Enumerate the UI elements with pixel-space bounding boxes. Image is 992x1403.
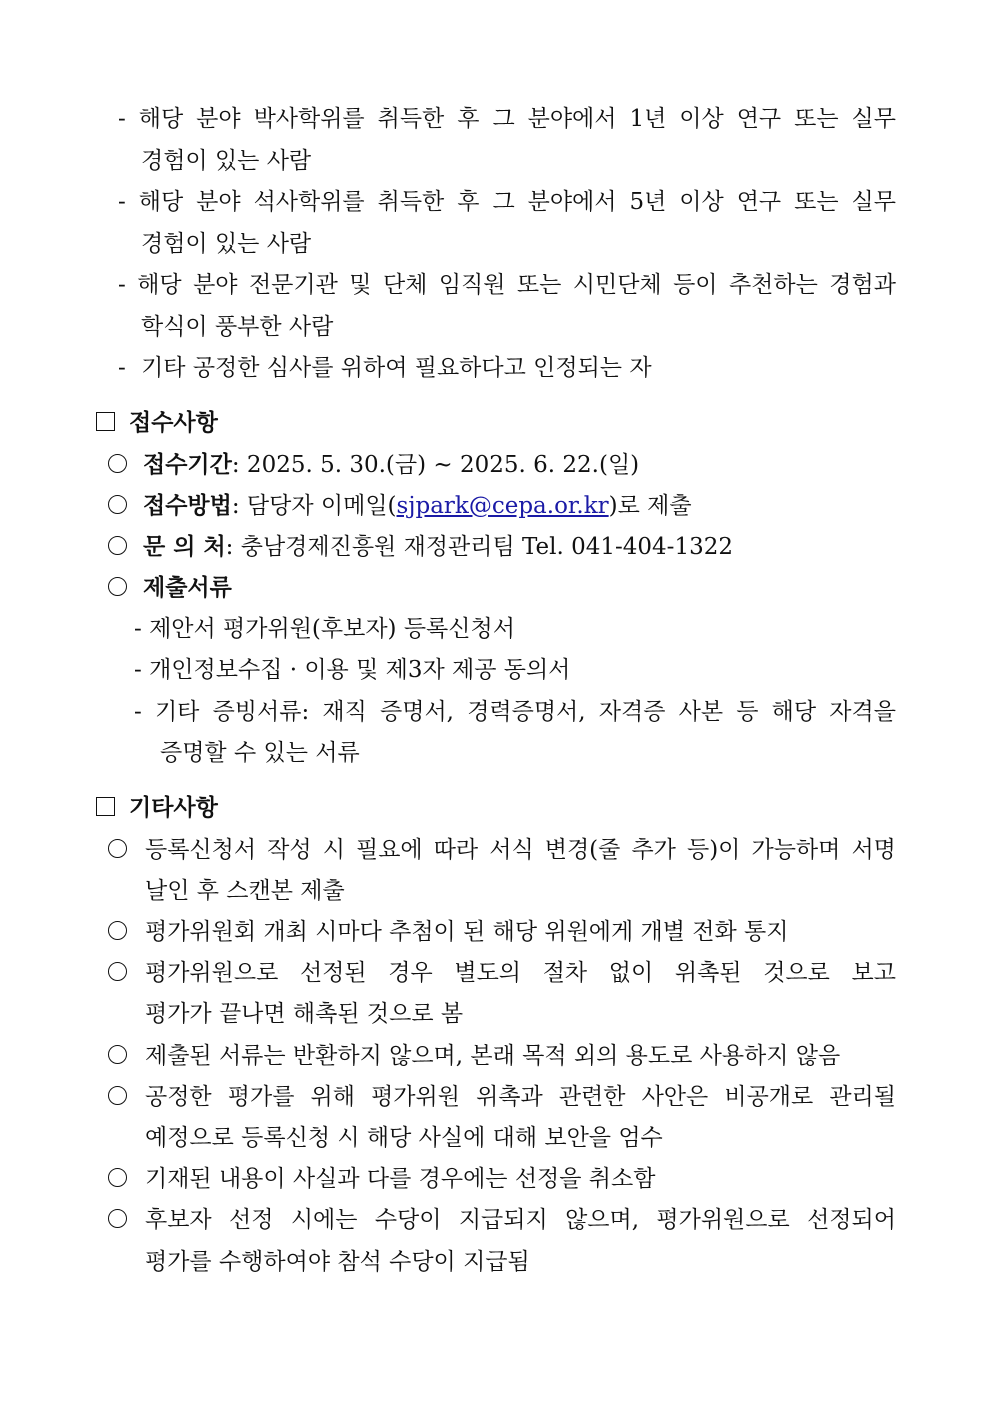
circle-bullet-icon: [108, 1086, 127, 1105]
word: 박사학위를: [253, 106, 365, 132]
word: 분야: [193, 272, 238, 298]
word: 않으며,: [565, 1207, 640, 1233]
word: 비공개로: [724, 1084, 814, 1110]
word: 후: [457, 189, 480, 215]
etc-item-5-line2: 예정으로 등록신청 시 해당 사실에 대해 보안을 엄수: [145, 1125, 663, 1151]
period-value: : 2025. 5. 30.(금) ~ 2025. 6. 22.(일): [231, 452, 640, 478]
word: 분야: [196, 189, 241, 215]
word: -: [134, 699, 142, 725]
inquiry-value: : 충남경제진흥원 재정관리팀 Tel. 041-404-1322: [225, 534, 733, 560]
etc-item-7-line1: [145, 1205, 896, 1235]
docs-item-3-line1: [134, 697, 896, 727]
circle-bullet-icon: [108, 1209, 127, 1228]
method-label: 접수방법: [143, 493, 232, 519]
etc-item-5-line1: [145, 1082, 896, 1112]
qualification-4-text-rest: 기타 공정한 심사를 위하여 필요하다고 인정되는 자: [141, 355, 652, 381]
qualification-4-text: -: [118, 355, 126, 381]
word: 및: [349, 272, 372, 298]
word: 수당이: [374, 1207, 442, 1233]
word: 실무: [851, 189, 896, 215]
word: 증빙서류:: [212, 699, 310, 725]
circle-bullet-icon: [108, 495, 127, 514]
word: 분야에서: [527, 189, 617, 215]
word: 별도의: [454, 960, 522, 986]
word: 경험과: [829, 272, 896, 298]
word: 또는: [794, 189, 839, 215]
word: 절차: [542, 960, 588, 986]
word: 자격을: [829, 699, 896, 725]
word: 해당: [138, 189, 184, 215]
word: 등)이: [686, 837, 741, 863]
contact-email-link[interactable]: sjpark@cepa.or.kr: [396, 493, 609, 519]
word: 선정되어: [807, 1207, 896, 1233]
word: 위촉과: [476, 1084, 543, 1110]
word: 추천하는: [728, 272, 818, 298]
etc-item-3-line1: [145, 958, 896, 988]
circle-bullet-icon: [108, 1168, 127, 1187]
word: 시: [322, 837, 345, 863]
etc-title-text: 기타사항: [129, 795, 218, 821]
etc-item-3-line2: 평가가 끝나면 해촉된 것으로 봄: [145, 1001, 464, 1027]
word: 등: [736, 699, 759, 725]
word: 추가: [631, 837, 676, 863]
word: 기타: [154, 699, 200, 725]
word: 따라: [433, 837, 479, 863]
word: 그: [492, 106, 515, 132]
word: 재직: [322, 699, 367, 725]
etc-item-1-bullet: [108, 835, 143, 865]
word: 공정한: [145, 1084, 212, 1110]
word: 사안은: [641, 1084, 709, 1110]
word: 평가를: [227, 1084, 295, 1110]
word: 사본: [678, 699, 724, 725]
word: 관련한: [558, 1084, 626, 1110]
circle-bullet-icon: [108, 1045, 127, 1064]
word: 또는: [794, 106, 839, 132]
word: 평가위원으로: [145, 960, 279, 986]
etc-section-title: [96, 793, 218, 823]
etc-item-6-bullet: [108, 1164, 143, 1194]
inquiry-label: 문 의 처: [143, 534, 226, 560]
reception-period: [108, 450, 639, 480]
etc-item-2-bullet: [108, 917, 143, 947]
word: 위해: [310, 1084, 355, 1110]
docs-item-2: - 개인정보수집 · 이용 및 제3자 제공 동의서: [134, 657, 571, 683]
circle-bullet-icon: [108, 454, 127, 473]
qualification-4-line1: [118, 353, 652, 383]
word: 실무: [851, 106, 896, 132]
etc-item-4-line1: 제출된 서류는 반환하지 않으며, 본래 목적 외의 용도로 사용하지 않음: [145, 1043, 841, 1069]
etc-item-4-bullet: [108, 1041, 143, 1071]
docs-label: 제출서류: [143, 575, 232, 601]
etc-item-5-bullet: [108, 1082, 143, 1112]
word: 연구: [736, 106, 782, 132]
word: -: [118, 272, 126, 298]
word: 1년: [629, 106, 667, 132]
word: 평가위원: [371, 1084, 460, 1110]
word: 연구: [736, 189, 782, 215]
reception-docs: [108, 573, 232, 603]
word: 분야에서: [527, 106, 617, 132]
checkbox-square-icon: [96, 412, 115, 431]
word: 5년: [629, 189, 667, 215]
circle-bullet-icon: [108, 839, 127, 858]
word: 취득한: [377, 189, 445, 215]
word: 것으로: [763, 960, 830, 986]
reception-inquiry: [108, 532, 733, 562]
etc-item-2-line1: 평가위원회 개최 시마다 추첨이 된 해당 위원에게 개별 전화 통지: [145, 919, 789, 945]
reception-method: [108, 491, 692, 521]
word: -: [118, 106, 126, 132]
word: 서명: [851, 837, 896, 863]
docs-item-3-line2: 증명할 수 있는 서류: [160, 740, 360, 766]
qualification-2-line1: [118, 187, 896, 217]
word: 등록신청서: [145, 837, 257, 863]
word: 또는: [516, 272, 562, 298]
method-prefix: : 담당자 이메일(: [231, 493, 397, 519]
circle-bullet-icon: [108, 921, 127, 940]
etc-item-7-bullet: [108, 1205, 143, 1235]
qualification-3-line2: 학식이 풍부한 사람: [141, 314, 334, 340]
reception-title-text: 접수사항: [129, 410, 218, 436]
word: 이상: [679, 189, 724, 215]
word: 단체: [382, 272, 428, 298]
qualification-1-line1: [118, 104, 896, 134]
word: 등이: [673, 272, 718, 298]
word: 없이: [608, 960, 654, 986]
reception-section-title: [96, 408, 218, 438]
etc-item-6-line1: 기재된 내용이 사실과 다를 경우에는 선정을 취소함: [145, 1166, 656, 1192]
word: 시민단체: [572, 272, 662, 298]
word: 석사학위를: [253, 189, 365, 215]
word: 경력증명서,: [467, 699, 586, 725]
circle-bullet-icon: [108, 536, 127, 555]
word: 분야: [196, 106, 241, 132]
word: 경우: [388, 960, 433, 986]
word: 위촉된: [674, 960, 742, 986]
word: 증명서,: [380, 699, 454, 725]
checkbox-square-icon: [96, 797, 115, 816]
word: 서식: [489, 837, 534, 863]
qualification-3-line1: [118, 270, 896, 300]
circle-bullet-icon: [108, 577, 127, 596]
word: 이상: [679, 106, 724, 132]
word: 선정된: [299, 960, 367, 986]
qualification-2-line2: 경험이 있는 사람: [141, 231, 312, 257]
word: 선정: [229, 1207, 274, 1233]
word: 관리될: [829, 1084, 896, 1110]
circle-bullet-icon: [108, 962, 127, 981]
word: 가능하며: [751, 837, 841, 863]
word: 보고: [851, 960, 896, 986]
etc-item-3-bullet: [108, 958, 143, 988]
word: 해당: [138, 106, 184, 132]
word: 전문기관: [248, 272, 338, 298]
etc-item-7-line2: 평가를 수행하여야 참석 수당이 지급됨: [145, 1249, 530, 1275]
word: 평가위원으로: [656, 1207, 790, 1233]
word: 해당: [771, 699, 817, 725]
word: 임직원: [438, 272, 506, 298]
word: 필요에: [355, 837, 423, 863]
qualification-1-line2: 경험이 있는 사람: [141, 148, 312, 174]
word: 후보자: [145, 1207, 212, 1233]
word: 그: [492, 189, 515, 215]
etc-item-1-line1: [145, 835, 896, 865]
etc-item-1-line2: 날인 후 스캔본 제출: [145, 878, 345, 904]
word: 시에는: [290, 1207, 358, 1233]
word: 자격증: [598, 699, 666, 725]
period-label: 접수기간: [143, 452, 232, 478]
docs-item-1: - 제안서 평가위원(후보자) 등록신청서: [134, 616, 515, 642]
word: 지급되지: [458, 1207, 548, 1233]
word: 취득한: [377, 106, 445, 132]
word: 해당: [137, 272, 182, 298]
word: 작성: [267, 837, 312, 863]
method-suffix: )로 제출: [608, 493, 692, 519]
word: 후: [457, 106, 480, 132]
word: 변경(줄: [544, 837, 621, 863]
word: -: [118, 189, 126, 215]
